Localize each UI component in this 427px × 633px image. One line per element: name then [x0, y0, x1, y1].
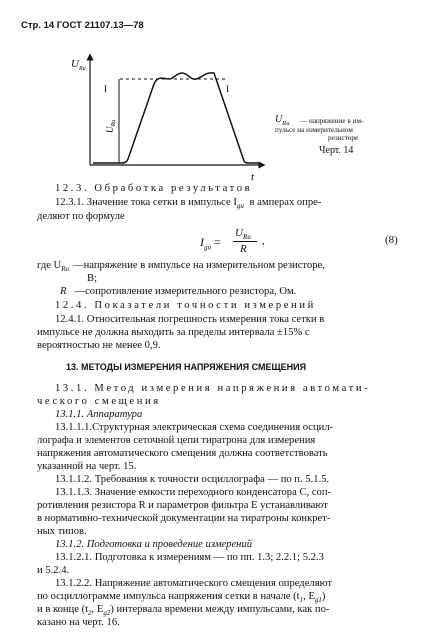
section-13-1-heading-line1: 13.1. Метод измерения напряжения автомати-	[55, 383, 371, 394]
para-13-1-1-1-line4: указанной на черт. 15.	[37, 461, 137, 472]
marker-left: I	[104, 84, 107, 94]
para-13-1-2-2-line4: казано на черт. 16.	[37, 617, 120, 628]
para-13-1-2-2-line1: 13.1.2.2. Напряжение автоматического смещения определяют	[55, 578, 332, 589]
page-header: Стр. 14 ГОСТ 21107.13—78	[21, 20, 144, 31]
para-12-4-1-line3: вероятностью не менее 0,9.	[37, 340, 161, 351]
legend-symbol: $U_{Rи}$	[275, 114, 290, 127]
para-13-1-1-3-line1: 13.1.1.3. Значение емкости переходного конденсатора C, соп-	[55, 487, 332, 498]
para-13-1-2-2-line2: по осциллограмме импульса напряжения сетки в начале ($t_1$, $E_{g1}$)	[37, 591, 326, 605]
formula-numerator: $U_{Rи}$	[235, 227, 251, 242]
pulse-curve	[93, 73, 260, 163]
formula-denominator: R	[240, 243, 247, 255]
amplitude-label: $U_{Rи}$	[105, 119, 117, 133]
section-13-1-1-heading: 13.1.1. Аппаратура	[55, 409, 143, 420]
y-axis-label: $U_{Rи}$	[71, 58, 86, 72]
para-12-4-1-line2: импульсе не должна выходить за пределы интервала ±15% с	[37, 327, 310, 338]
legend-line-3: резисторе	[328, 134, 359, 142]
where-line-1: где $U_{Rи}$ —напряжение в импульсе на измерительном резисторе,	[37, 260, 325, 274]
formula-fraction-bar	[233, 241, 257, 242]
para-13-1-1-2: 13.1.1.2. Требования к точности осциллографа — по п. 5.1.5.	[55, 474, 330, 485]
para-13-1-1-1-line3: напряжения автоматического смещения должна соответствовать	[37, 448, 328, 459]
para-13-1-1-1-line2: лографа и элементов сеточной цепи тиратрона для измерения	[37, 435, 316, 446]
section-13-1-heading-line2: ческого смещения	[37, 396, 161, 407]
x-axis-label: t	[251, 171, 255, 183]
figure-caption: Черт. 14	[319, 145, 354, 156]
legend-line-1: — напряжение в им-	[300, 117, 364, 125]
para-13-1-1-3-line2: ротивления резистора R и параметров фильтра E устанавливают	[37, 500, 328, 511]
marker-right: I	[226, 84, 229, 94]
section-13-heading: 13. МЕТОДЫ ИЗМЕРЕНИЯ НАПРЯЖЕНИЯ СМЕЩЕНИЯ	[66, 362, 307, 372]
where-line-1-cont: В;	[87, 273, 98, 284]
para-13-1-1-1-line1: 13.1.1.1.Структурная электрическая схема соединения осцил-	[55, 422, 334, 433]
para-13-1-2-1-line2: и 5.2.4.	[37, 565, 70, 576]
formula-number: (8)	[385, 234, 398, 246]
legend-line-2: пульсе на измерительном	[275, 126, 353, 134]
para-12-3-1-line2: деляют по формуле	[37, 211, 125, 222]
section-12-3-heading: 12.3. Обработка результатов	[55, 183, 253, 194]
pulse-waveform-figure	[0, 0, 427, 190]
para-12-4-1-line1: 12.4.1. Относительная погрешность измерения тока сетки в	[55, 314, 325, 325]
para-13-1-2-2-line3: и в конце ($t_2$, $E_{g2}$) интервала времени между импульсами, как по-	[37, 604, 330, 618]
para-12-3-1-line1: 12.3.1. Значение тока сетки в импульсе $I_{gи}$ в амперах опре-	[55, 197, 322, 211]
para-13-1-1-3-line3: в нормативно-технической документации на тиратроны конкрет-	[37, 513, 331, 524]
where-line-2: R —сопротивление измерительного резистора, Ом.	[60, 286, 297, 297]
section-12-4-heading: 12.4. Показатели точности измерений	[55, 300, 316, 311]
section-13-1-2-heading: 13.1.2. Подготовка и проведение измерений	[55, 539, 253, 550]
para-13-1-2-1-line1: 13.1.2.1. Подготовка к измерениям — по пп. 1.3; 2.2.1; 5.2.3	[55, 552, 324, 563]
para-13-1-1-3-line4: ных типов.	[37, 526, 87, 537]
formula-comma: ,	[262, 235, 265, 247]
formula-lhs: $I_{gи}$ =	[200, 235, 221, 252]
